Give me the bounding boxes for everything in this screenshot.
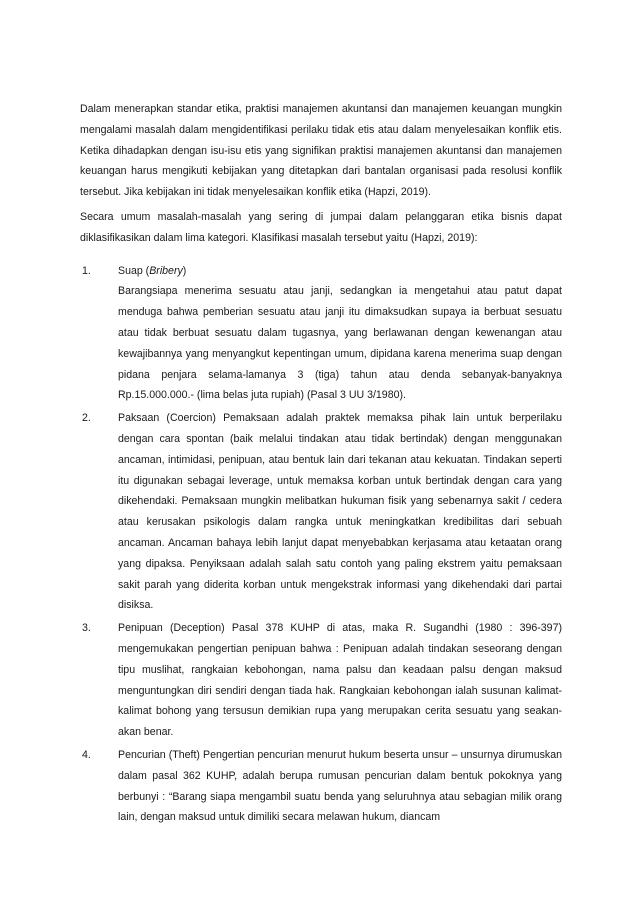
list-item-bribery xyxy=(80,261,562,407)
list-item-title: Suap (Bribery) xyxy=(118,264,187,277)
list-number: 1. xyxy=(82,264,91,277)
list-number: 2. xyxy=(82,412,91,425)
list-item-body: Penipuan (Deception) Pasal 378 KUHP di atas, maka R. Sugandhi (1980 : 396-397) mengemukakan pengertian penipuan bahwa : Penipuan adalah tindakan seseorang dengan tipu muslihat, rangkaian kebohongan, nama palsu dan keadaan palsu dengan maksud menguntungkan diri sendiri dengan tiada hak. Rangkaian kebohongan ialah susunan kalimat-kalimat bohong yang tersusun demikian rupa yang merupakan cerita sesuatu yang seakan-akan benar. xyxy=(118,622,562,739)
category-list xyxy=(80,261,562,829)
classification-paragraph: Secara umum masalah-masalah yang sering di jumpai dalam pelanggaran etika bisnis dapat diklasifikasikan dalam lima kategori. Klasifikasi masalah tersebut yaitu (Hapzi, 2019): xyxy=(80,210,562,244)
list-item-body: Barangsiapa menerima sesuatu atau janji, sedangkan ia mengetahui atau patut dapat menduga bahwa pemberian sesuatu atau janji itu dimaksudkan supaya ia berbuat sesuatu atau tidak berbuat sesuatu dalam tugasnya, yang berlawanan dengan kewenangan atau kewajibannya yang menyangkut kepentingan umum, dipidana karena menerima suap dengan pidana penjara selama-lamanya 3 (tiga) tahun atau denda sebanyak-banyaknya Rp.15.000.000.- (lima belas juta rupiah) (Pasal 3 UU 3/1980). xyxy=(118,285,562,402)
list-item-theft xyxy=(80,745,562,828)
document-body xyxy=(80,99,562,830)
intro-paragraph: Dalam menerapkan standar etika, praktisi manajemen akuntansi dan manajemen keuangan mungkin mengalami masalah dalam mengidentifikasi perilaku tidak etis atau dalam menyelesaikan konflik etis. Ketika dihadapkan dengan isu-isu etis yang signifikan praktisi manajemen akuntansi dan manajemen keuangan harus mengikuti kebijakan yang ditetapkan dari bantalan organisasi pada resolusi konflik tersebut. Jika kebijakan ini tidak menyelesaikan konflik etika (Hapzi, 2019). xyxy=(80,103,562,199)
list-number: 4. xyxy=(82,748,91,761)
list-item-body: Pencurian (Theft) Pengertian pencurian menurut hukum beserta unsur – unsurnya dirumuskan dalam pasal 362 KUHP, adalah berupa rumusan pencurian dalam bentuk pokoknya yang berbunyi : “Barang siapa mengambil suatu benda yang seluruhnya atau sebagian milik orang lain, dengan maksud untuk dimiliki secara melawan hukum, diancam xyxy=(118,748,562,824)
list-item-deception xyxy=(80,618,562,743)
list-number: 3. xyxy=(82,622,91,635)
list-item-body: Paksaan (Coercion) Pemaksaan adalah praktek memaksa pihak lain untuk berperilaku dengan cara spontan (baik melalui tindakan atau tidak bertindak) dengan menggunakan ancaman, intimidasi, penipuan, atau bentuk lain dari tekanan atau kekuatan. Tindakan seperti itu digunakan sebagai leverage, untuk memaksa korban untuk bertindak dengan cara yang dikehendaki. Pemaksaan mungkin melibatkan hukuman fisik yang sebenarnya sakit / cedera atau kerusakan psikologis dalam rangka untuk meningkatkan kredibilitas dari sebuah ancaman. Ancaman bahaya lebih lanjut dapat menyebabkan kerjasama atau ketaatan orang yang dipaksa. Penyiksaan adalah salah satu contoh yang paling ekstrem yaitu pemaksaan sakit parah yang diderita korban untuk mengekstrak informasi yang dikehendaki dari partai disiksa. xyxy=(118,412,562,612)
list-item-coercion xyxy=(80,408,562,616)
